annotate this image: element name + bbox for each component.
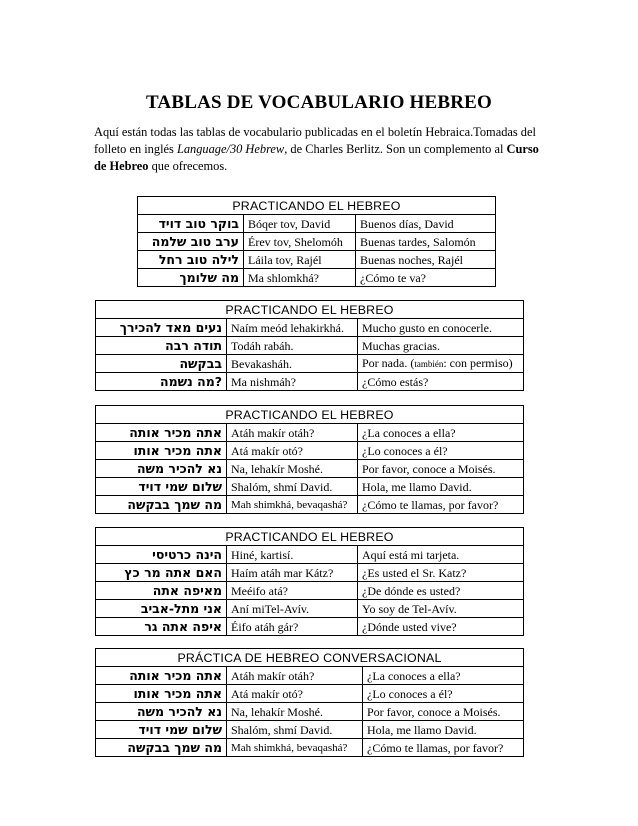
spanish-cell: ¿Es usted el Sr. Katz? [358, 564, 524, 582]
table-header: PRACTICANDO EL HEBREO [96, 301, 524, 319]
table-row [138, 233, 496, 251]
spanish-cell: Muchas gracias. [358, 337, 524, 355]
transliteration-cell: Shalóm, shmí David. [227, 721, 363, 739]
spanish-text: : con permiso) [443, 356, 513, 370]
spanish-cell: ¿Lo conoces a él? [358, 442, 524, 460]
table-header: PRÁCTICA DE HEBREO CONVERSACIONAL [96, 649, 524, 667]
transliteration-cell: Érev tov, Shelomóh [244, 233, 356, 251]
hebrew-cell: איפה אתה גר [96, 618, 227, 636]
hebrew-cell: אתה מכיר אותו [96, 685, 227, 703]
table-row [96, 721, 524, 739]
table-row [138, 251, 496, 269]
spanish-cell [358, 355, 524, 373]
hebrew-cell: נא להכיר משה [96, 703, 227, 721]
table-header: PRACTICANDO EL HEBREO [96, 528, 524, 546]
table-row [96, 739, 524, 757]
spanish-text: Por nada. ( [362, 356, 415, 370]
hebrew-cell: בבקשה [96, 355, 227, 373]
spanish-cell: ¿Cómo te va? [356, 269, 496, 287]
transliteration-cell: Ma nishmáh? [227, 373, 358, 391]
hebrew-cell: נעים מאד להכירך [96, 319, 227, 337]
table-header: PRACTICANDO EL HEBREO [138, 197, 496, 215]
transliteration-cell: Shalóm, shmí David. [227, 478, 358, 496]
table-header: PRACTICANDO EL HEBREO [96, 406, 524, 424]
spanish-cell: Por favor, conoce a Moisés. [358, 460, 524, 478]
table-row [96, 319, 524, 337]
hebrew-cell: מה שמך בבקשה [96, 739, 227, 757]
hebrew-cell: מה שמך בבקשה [96, 496, 227, 514]
hebrew-cell: אתה מכיר אותו [96, 442, 227, 460]
table-row [96, 355, 524, 373]
spanish-cell: Hola, me llamo David. [363, 721, 524, 739]
transliteration-cell: Atá makír otó? [227, 442, 358, 460]
table-row [96, 600, 524, 618]
transliteration-cell: Meéifo atá? [227, 582, 358, 600]
spanish-cell: ¿La conoces a ella? [358, 424, 524, 442]
hebrew-cell: הינה כרטיסי [96, 546, 227, 564]
hebrew-cell: מה שלומך [138, 269, 244, 287]
table-row [96, 546, 524, 564]
spanish-cell: Por favor, conoce a Moisés. [363, 703, 524, 721]
transliteration-cell: Atá makír otó? [227, 685, 363, 703]
table-row [96, 496, 524, 514]
transliteration-cell: Na, lehakír Moshé. [227, 703, 363, 721]
hebrew-cell: ?מה נשמה [96, 373, 227, 391]
vocab-table-5 [95, 648, 524, 757]
transliteration-cell: Láila tov, Rajél [244, 251, 356, 269]
spanish-cell: Yo soy de Tel-Avív. [358, 600, 524, 618]
vocab-table-2 [95, 300, 524, 391]
spanish-cell: ¿Cómo te llamas, por favor? [363, 739, 524, 757]
table-row [96, 424, 524, 442]
intro-paragraph [94, 124, 554, 175]
transliteration-cell: Todáh rabáh. [227, 337, 358, 355]
intro-text-3: que ofrecemos. [148, 159, 228, 173]
intro-text-1: Aquí están todas las tablas de vocabulario publicadas en el boletín Hebraica.Tomadas del folleto en inglés [94, 125, 536, 156]
transliteration-cell: Mah shimkhá, bevaqashá? [227, 739, 363, 757]
table-row [96, 564, 524, 582]
table-row [96, 618, 524, 636]
spanish-cell: ¿Dónde usted vive? [358, 618, 524, 636]
table-row [96, 478, 524, 496]
spanish-cell: Buenas noches, Rajél [356, 251, 496, 269]
transliteration-cell: Hiné, kartisí. [227, 546, 358, 564]
table-row [96, 442, 524, 460]
vocab-table-1 [137, 196, 496, 287]
spanish-cell: ¿Lo conoces a él? [363, 685, 524, 703]
spanish-cell: Buenos días, David [356, 215, 496, 233]
hebrew-cell: האם אתה מר כץ [96, 564, 227, 582]
table-row [96, 373, 524, 391]
hebrew-cell: מאיפה אתה [96, 582, 227, 600]
table-row [96, 337, 524, 355]
spanish-cell: Aquí está mi tarjeta. [358, 546, 524, 564]
hebrew-cell: לילה טוב רחל [138, 251, 244, 269]
table-row [96, 460, 524, 478]
transliteration-cell: Bevakasháh. [227, 355, 358, 373]
hebrew-cell: נא להכיר משה [96, 460, 227, 478]
spanish-cell: Hola, me llamo David. [358, 478, 524, 496]
transliteration-cell: Haím atáh mar Kátz? [227, 564, 358, 582]
transliteration-cell: Ma shlomkhá? [244, 269, 356, 287]
spanish-cell: ¿Cómo estás? [358, 373, 524, 391]
table-row [96, 685, 524, 703]
table-row [96, 667, 524, 685]
vocab-table-4 [95, 527, 524, 636]
table-row [96, 582, 524, 600]
intro-course-name: Curso de Hebreo [94, 142, 539, 173]
intro-text-2: , de Charles Berlitz. Son un complemento al [284, 142, 507, 156]
transliteration-cell: Atáh makír otáh? [227, 424, 358, 442]
spanish-cell: ¿Cómo te llamas, por favor? [358, 496, 524, 514]
vocab-table-3 [95, 405, 524, 514]
transliteration-cell: Atáh makír otáh? [227, 667, 363, 685]
hebrew-cell: בוקר טוב דויד [138, 215, 244, 233]
intro-book-title: Language/30 Hebrew [176, 142, 285, 156]
spanish-small-note: también [414, 359, 444, 369]
table-row [96, 703, 524, 721]
spanish-cell: Buenas tardes, Salomón [356, 233, 496, 251]
transliteration-cell: Bóqer tov, David [244, 215, 356, 233]
transliteration-cell: Mah shimkhá, bevaqashá? [227, 496, 358, 514]
hebrew-cell: שלום שמי דויד [96, 478, 227, 496]
spanish-cell: ¿La conoces a ella? [363, 667, 524, 685]
hebrew-cell: תודה רבה [96, 337, 227, 355]
table-row [138, 269, 496, 287]
hebrew-cell: שלום שמי דויד [96, 721, 227, 739]
hebrew-cell: ערב טוב שלמה [138, 233, 244, 251]
page-title: TABLAS DE VOCABULARIO HEBREO [145, 92, 493, 113]
hebrew-cell: אתה מכיר אותה [96, 667, 227, 685]
spanish-cell: ¿De dónde es usted? [358, 582, 524, 600]
hebrew-cell: אתה מכיר אותה [96, 424, 227, 442]
transliteration-cell: Éifo atáh gár? [227, 618, 358, 636]
hebrew-cell: אני מתל-אביב [96, 600, 227, 618]
transliteration-cell: Naím meód lehakirkhá. [227, 319, 358, 337]
spanish-cell: Mucho gusto en conocerle. [358, 319, 524, 337]
table-row [138, 215, 496, 233]
transliteration-cell: Aní miTel-Avív. [227, 600, 358, 618]
transliteration-cell: Na, lehakír Moshé. [227, 460, 358, 478]
